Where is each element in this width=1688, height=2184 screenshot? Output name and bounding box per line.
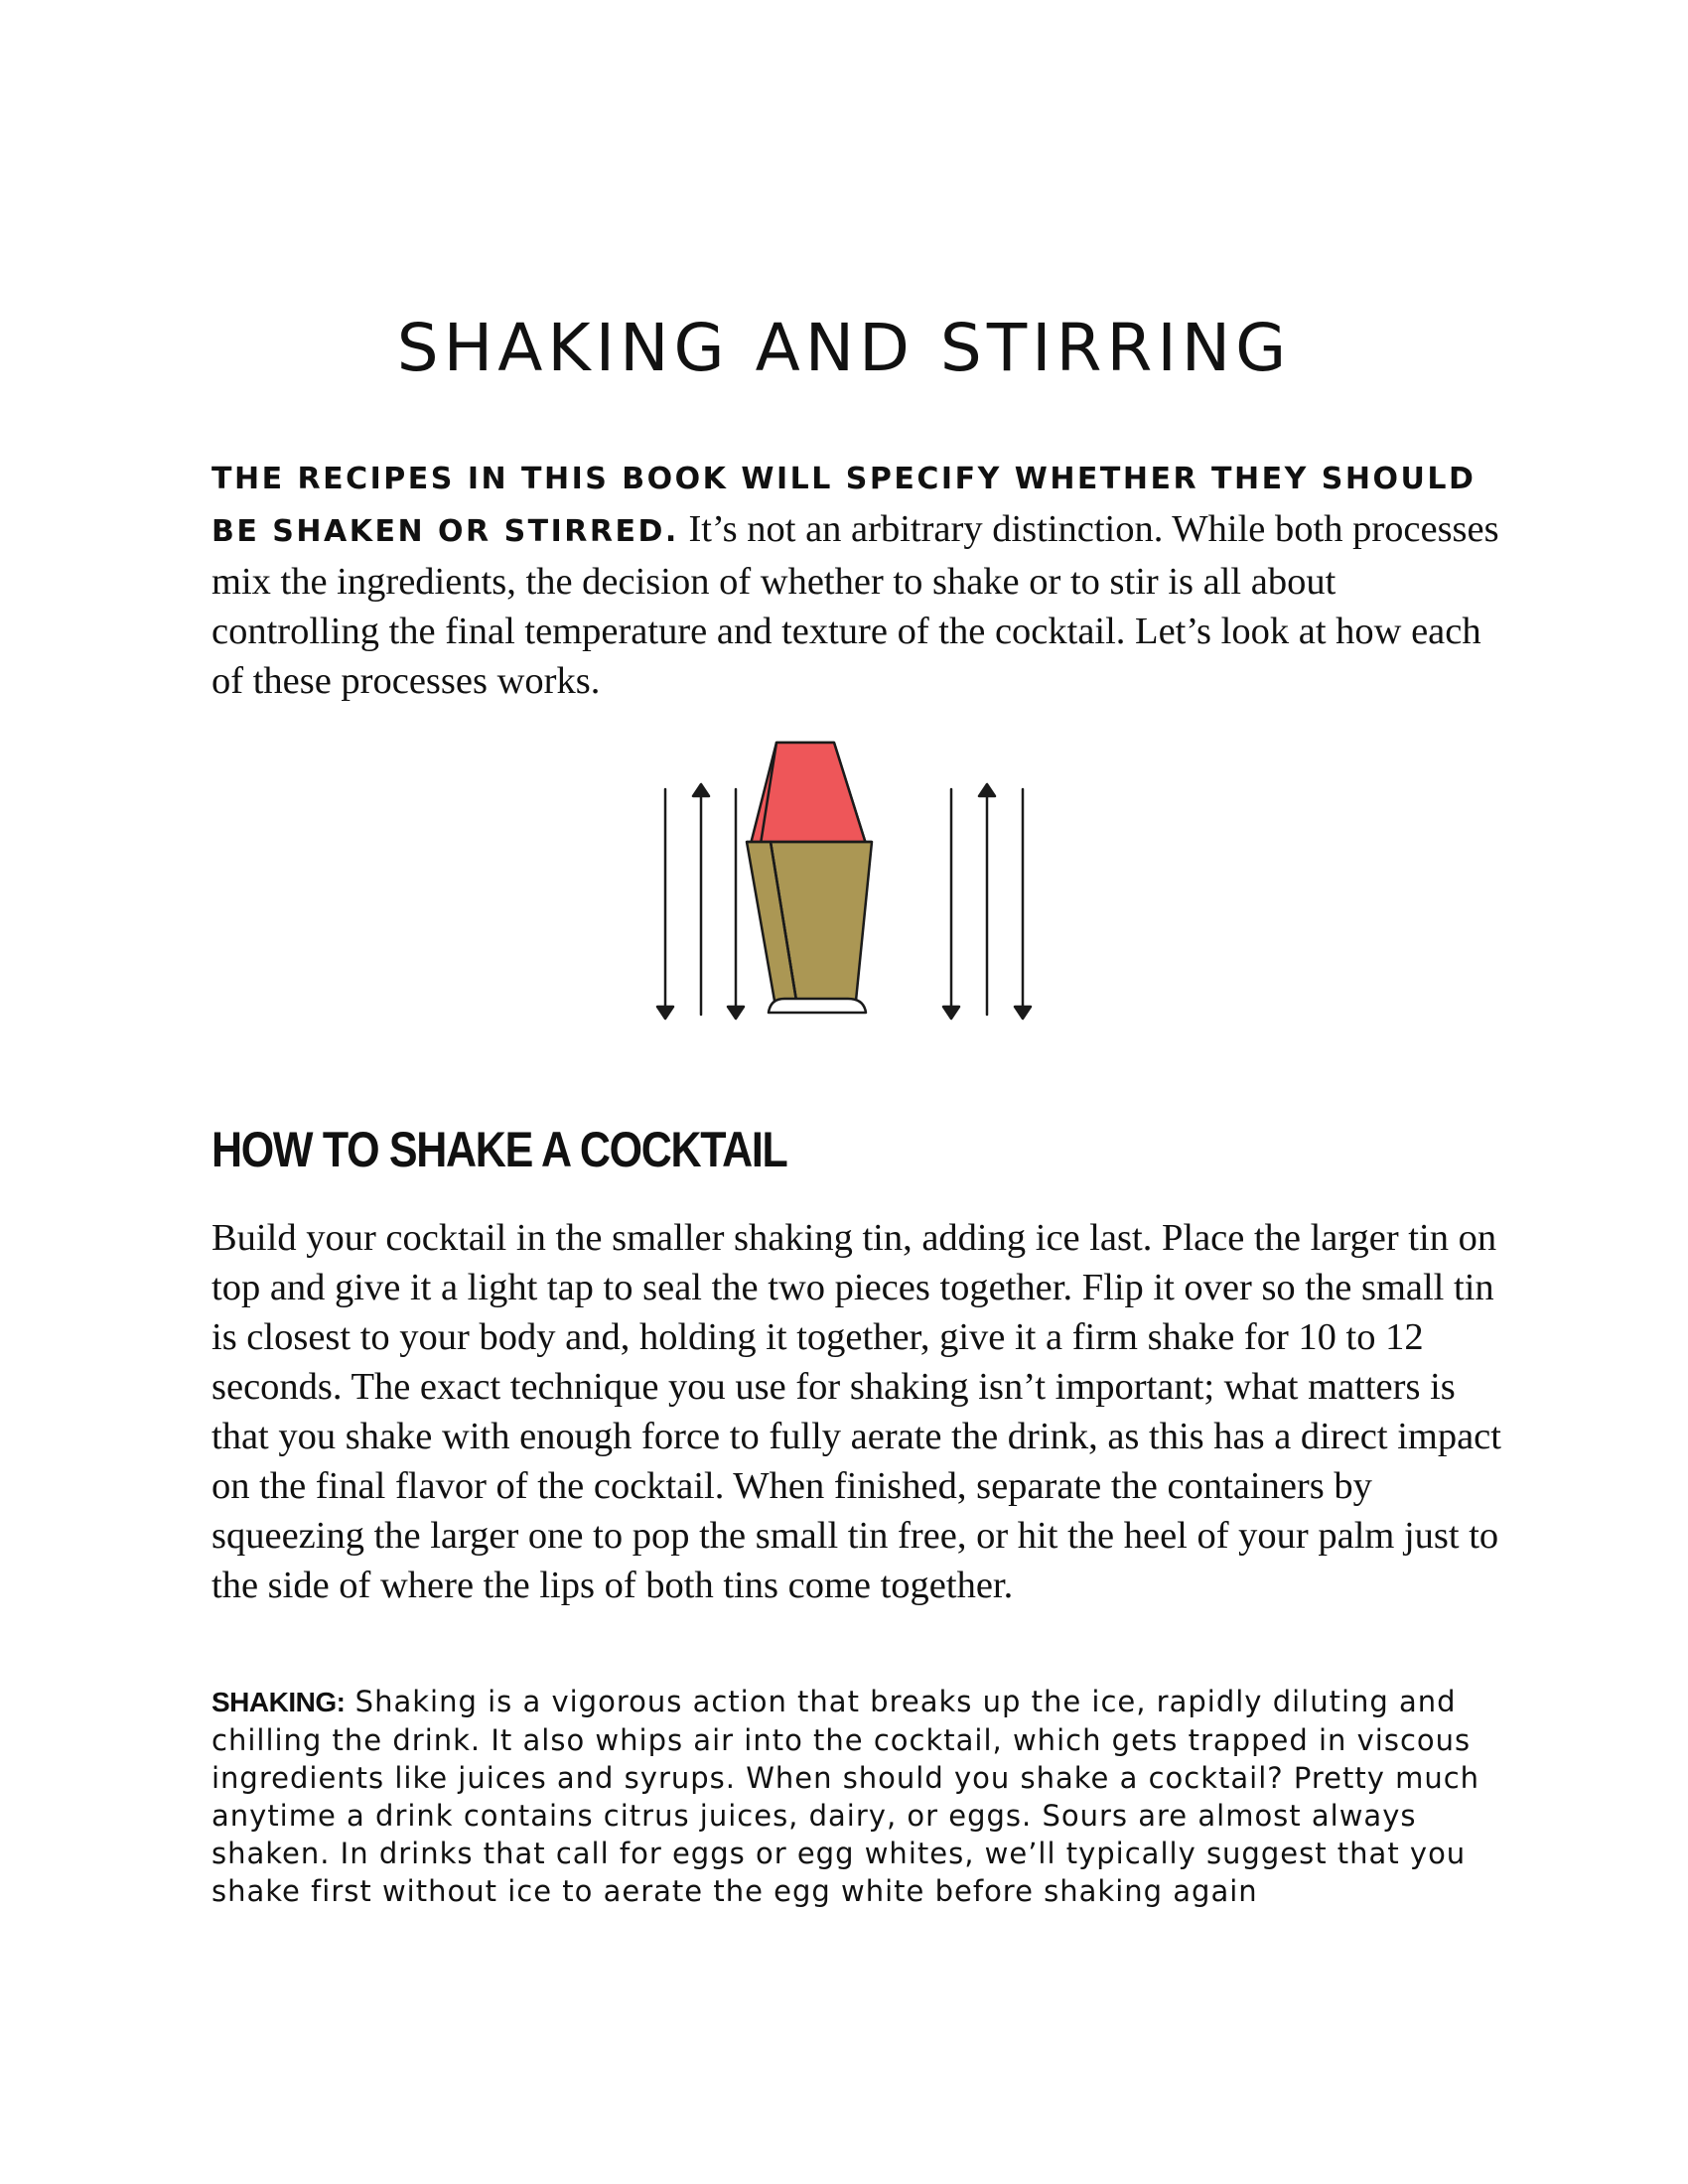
note-text: Shaking is a vigorous action that breaks up the ice, rapidly diluting and chilling the drink. It also whips air into the cocktail, which gets trapped in viscous ingredients like juices and syrups. When should you shake a cocktail? Pretty much anytime a drink contains citrus juices, dairy, or eggs. Sours are almost always shaken. In drinks that call for eggs or egg whites, we’ll typically suggest that you shake first without ice to aerate the egg white before shaking again bbox=[211, 1685, 1480, 1908]
intro-lead: THE RECIPES IN THIS BOOK WILL SPECIFY WHETHER THEY SHOULD BE SHAKEN OR STIRRED. bbox=[211, 462, 1477, 549]
bottom-tin bbox=[747, 842, 872, 1001]
section-heading: HOW TO SHAKE A COCKTAIL bbox=[211, 1122, 787, 1177]
cocktail-shaker-illustration bbox=[635, 735, 1053, 1072]
intro-text: It’s not an arbitrary distinction. While both processes mix the ingredients, the decision of whether to shake or to stir is all about controlling the final temperature and texture of the cocktail. Let’s look at how each of these processes works. bbox=[211, 508, 1499, 702]
cocktail-shaker-icon bbox=[635, 735, 1053, 1072]
top-tin bbox=[751, 743, 866, 846]
note-label: SHAKING: bbox=[211, 1687, 346, 1717]
page-title: SHAKING AND STIRRING bbox=[396, 310, 1292, 386]
intro-paragraph bbox=[211, 452, 1502, 706]
arrow-group-right bbox=[943, 784, 1031, 1019]
body-paragraph: Build your cocktail in the smaller shaking tin, adding ice last. Place the larger tin on top and give it a light tap to seal the two pieces together. Flip it over so the small tin is closest to your body and, holding it together, give it a firm shake for 10 to 12 seconds. The exact technique you use for shaking isn’t important; what matters is that you shake with enough force to fully aerate the drink, as this has a direct impact on the final flavor of the cocktail. When finished, separate the containers by squeezing the larger one to pop the small tin free, or hit the heel of your palm just to the side of where the lips of both tins come together. bbox=[211, 1217, 1501, 1606]
shaker-base bbox=[769, 999, 866, 1013]
arrow-group-left bbox=[657, 784, 744, 1019]
shaking-note bbox=[211, 1683, 1502, 1910]
